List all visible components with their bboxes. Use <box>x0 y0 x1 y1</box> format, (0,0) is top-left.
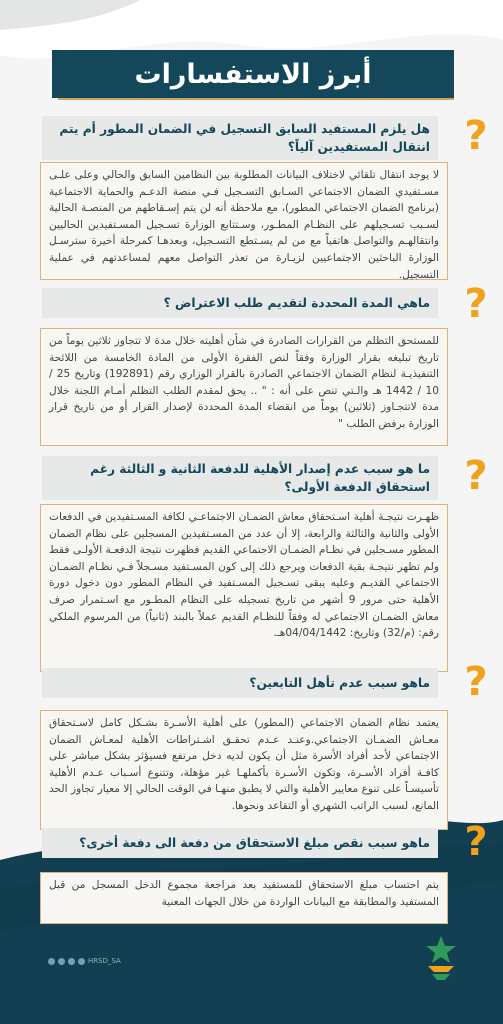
faq-answer: للمستحق التظلم من القرارات الصادرة في شأن أهليته خلال مدة لا تتجاوز ثلاثين يوماً من تاريخ تبليغه بقرار الوزارة وفقاً لنص الفقرة الأولى من المادة الخامسة من اللائحة التنفيذيـة لنظام الضمان الاجتماعي الصادرة بالقرار الوزاري رقم (192891) وتاريخ 25 / 10 / 1442 هـ والـتي تنص على أنه : " .. يحق لمقدم الطلب التظلم أمـام اللجنة خلال مدة لاتتجـاوز (ثلاثين) يوماً من انقضاء المدة المحددة لإصدار القرار أو من تاريخ قرار الوزارة برفض الطلب " <box>49 335 440 430</box>
page-title: أبرز الاستفسارات <box>134 58 372 90</box>
question-mark-icon: ? <box>464 453 488 499</box>
faq-question: ماهو سبب عدم تأهل التابعين؟ <box>249 676 430 690</box>
ministry-logo-icon <box>418 930 464 990</box>
question-mark-icon: ? <box>464 659 488 705</box>
twitter-icon[interactable] <box>48 958 55 965</box>
faq-answer: يتم احتساب مبلغ الاستحقاق للمستفيد بعد مراجعة مجموع الدخل المسجل من قبل المستفيد والمطابقة مع البيانات الواردة من خلال الجهات المعنية <box>49 879 439 908</box>
faq-question: ماهو سبب نقص مبلغ الاستحقاق من دفعة الى دفعة أخرى؟ <box>79 836 430 850</box>
faq-question-bar <box>42 116 438 160</box>
faq-question-bar <box>42 456 438 500</box>
faq-answer: ظهـرت نتيجـة أهلية اسـتحقاق معاش الضمـان الاجتماعـي لكافة المسـتفيدين في الدفعات الأولى والثانية والثالثة والرابعة، إلا أن عدد من المسـتفيدين المسجلين على نظام الضمان المطور مسـجلين في نظـام الضمـان الاجتماعي القديم فظهرت نتيجة الدفعـة الأولـى فقط ولم تظهر نتيجـة بقية الدفعات ويرجع ذلك إلى كون المسـتفيد مسـجلاً فـي نظـام الضمـان الاجتماعي القديـم وعليه يبقى تسـجيل المسـتفيد في النظام المطور دون دخول دورة الأهلية حتى مرور 9 أشهر من تاريخ تسجيله على النظام المطـور مع اسـتمرار صرف معاش الضمـان الاجتماعي له وفقاً للنظـام القديم عملاً بالبند (ثانياً) من المرسوم الملكي رقم: (م/32) وتاريخ: 04/04/1442هـ. <box>49 511 439 640</box>
question-mark-icon: ? <box>464 113 488 159</box>
faq-question: ماهي المدة المحددة لتقديم طلب الاعتراض ؟ <box>163 296 430 310</box>
question-mark-icon: ? <box>464 819 488 865</box>
faq-question-bar <box>42 828 438 858</box>
faq-answer-box <box>40 504 448 672</box>
question-mark-icon: ? <box>464 281 488 327</box>
facebook-icon[interactable] <box>78 958 85 965</box>
faq-question-bar <box>42 288 438 318</box>
faq-question-bar <box>42 668 438 698</box>
faq-question: هل يلزم المستفيد السابق التسجيل في الضمان المطور أم يتم انتقال المستفيدين آلياً؟ <box>59 122 430 154</box>
faq-question: ما هو سبب عدم إصدار الأهلية للدفعة الثانية و الثالثة رغم استحقاق الدفعة الأولى؟ <box>90 462 430 494</box>
faq-answer: يعتمد نظام الضمان الاجتماعي (المطور) على أهلية الأسـرة بشـكل كامل لاسـتحقاق معـاش الضمـان الاجتماعي.وعنـد عـدم تحقـق اشـتراطات الأهلية لمعـاش الضمان الاجتماعي لأحد أفراد الأسرة مثل أن يكون لديه دخل مرتفع فسيؤثر بشكل مباشر على كافـة أفراد الأسـرة، وتكون الأسـرة بأكملهـا غير مؤهلة، وتتنوع أسـباب عـدم الأهلية تأسيسـاً على تنوع معايير الأهلية والتي لا يطبق منهـا في الوقت الحالي إلا معيار تجاوز الحد المانع، لسبب الراتب الشهري أو التقاعد ونحوها. <box>49 717 439 812</box>
faq-answer-box <box>40 710 448 830</box>
instagram-icon[interactable] <box>58 958 65 965</box>
faq-answer: لا يوجد انتقال تلقائي لاختلاف البيانات المطلوبة بين النظامين السابق والحالي وعلى علـى مسـتفيدي الضمان الاجتماعي السـابق التسـجيل فـي منصة الدعـم والحماية الاجتماعية (برنامج الضمان الاجتماعي المطور)، مع ملاحظة أنه لن يتم إسـقاطهم من المنصـة الحالية لسـبب تسـجيلهم على النظـام المطـور، وسـتتابع الوزارة تسـجيل المسـتفيدين الحاليين وانتقالهـم والتواصل هاتفياً مع من لم يسـتطع التسـجيل، وبعدهـا كمرحلة أخيرة سترسـل الوزارة الباحثين الاجتماعيين لزيـارة من تعذر التواصل معهم لمساعدتهم في عملية التسجيل. <box>49 169 439 281</box>
social-links <box>48 957 121 965</box>
faq-answer-box <box>40 872 448 924</box>
social-handle: HRSD_SA <box>88 957 121 965</box>
faq-answer-box <box>40 328 448 446</box>
page-header <box>52 50 454 98</box>
faq-answer-box <box>40 162 448 280</box>
youtube-icon[interactable] <box>68 958 75 965</box>
